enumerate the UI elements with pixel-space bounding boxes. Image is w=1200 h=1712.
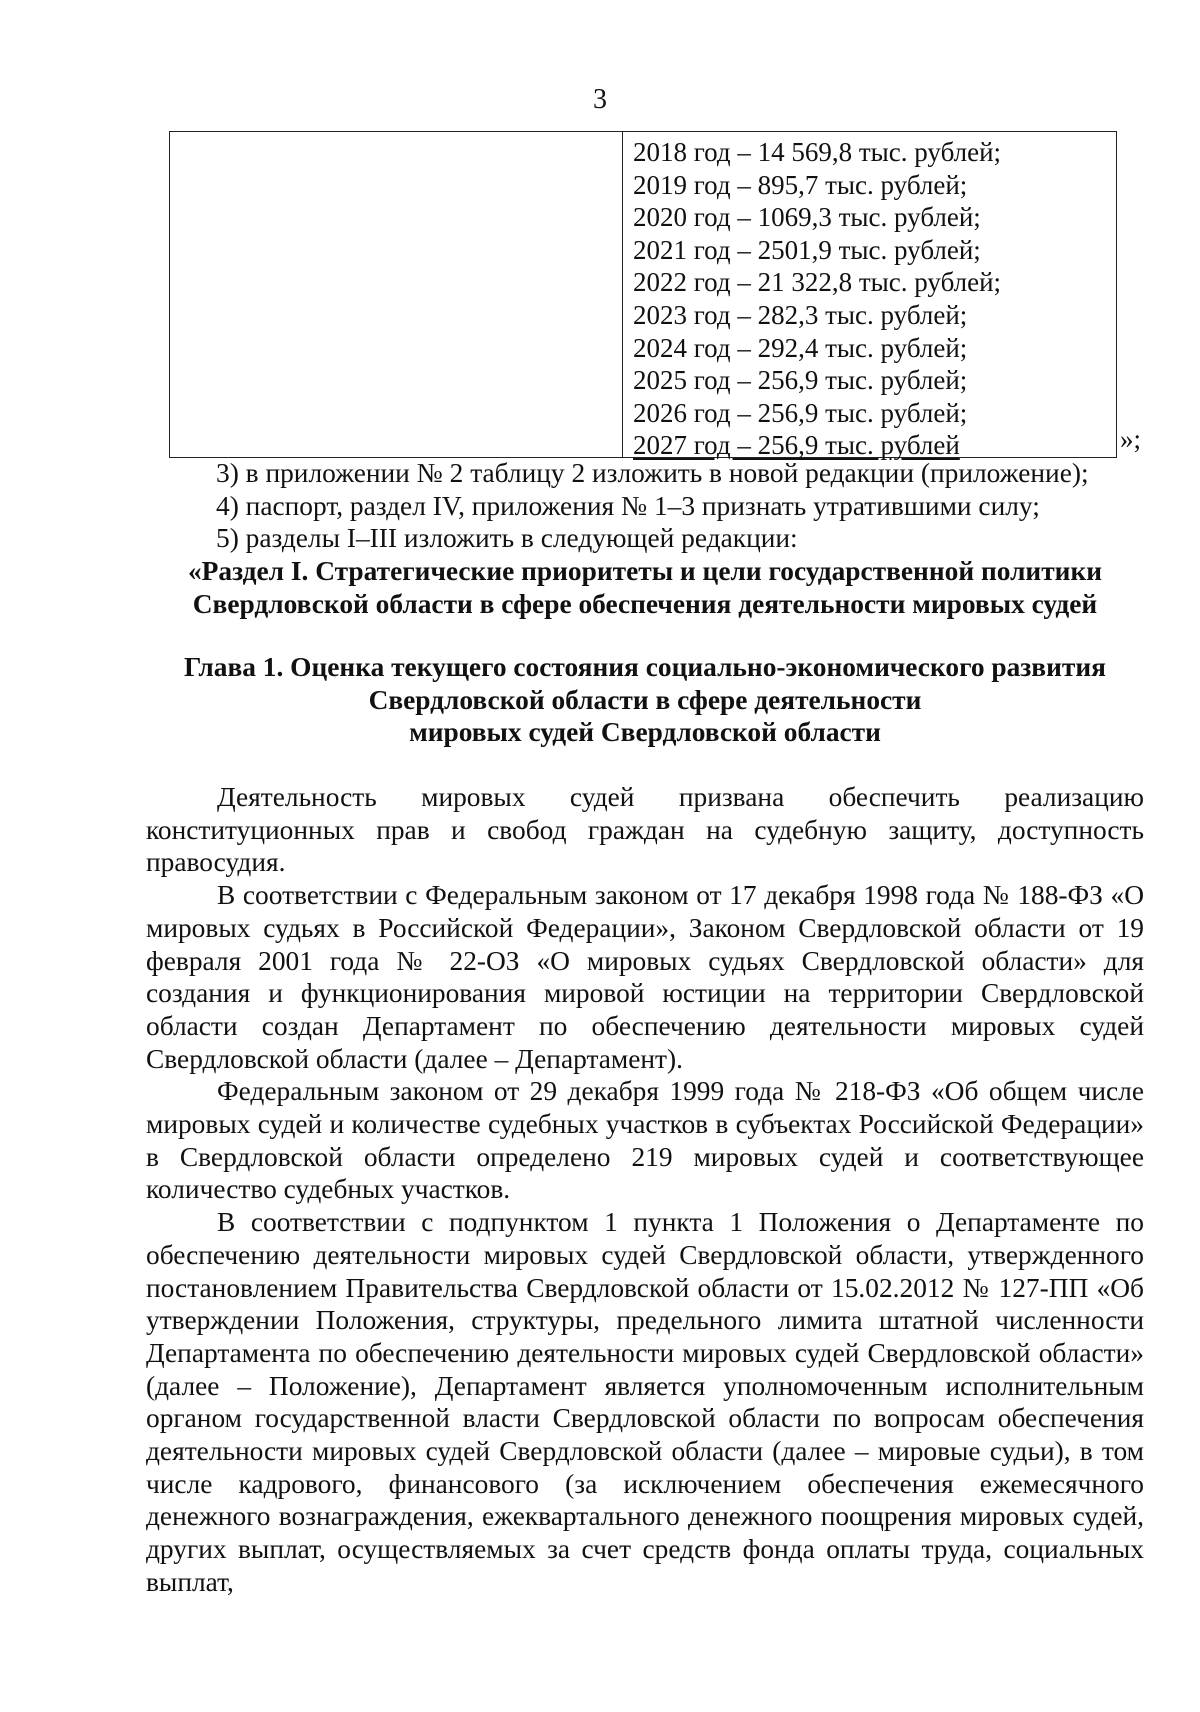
funding-table-right-cell bbox=[633, 136, 1116, 462]
chapter-title bbox=[146, 651, 1144, 749]
section-title-line: Свердловской области в сфере обеспечения деятельности мировых судей bbox=[192, 588, 1098, 619]
funding-line-2022: 2022 год – 21 322,8 тыс. рублей; bbox=[633, 267, 1002, 298]
amendment-item-3: 3) в приложении № 2 таблицу 2 изложить в новой редакции (приложение); bbox=[216, 458, 1089, 488]
chapter-title-line: мировых судей Свердловской области bbox=[409, 717, 881, 747]
funding-table bbox=[169, 131, 1117, 461]
funding-line-2027: 2027 год – 256,9 тыс. рублей bbox=[633, 430, 960, 461]
section-title bbox=[146, 555, 1144, 620]
body-text bbox=[146, 781, 1144, 1599]
paragraph: Федеральным законом от 29 декабря 1999 года № 218-ФЗ «Об общем числе мировых судей и количестве судебных участков в субъектах Российской Федерации» в Свердловской области определено 219 мировых судей и соответствующее количество судебных участков. bbox=[146, 1076, 1144, 1205]
funding-line-2025: 2025 год – 256,9 тыс. рублей; bbox=[633, 365, 968, 396]
page-number: 3 bbox=[593, 84, 607, 115]
table-closing-mark: »; bbox=[1120, 424, 1142, 454]
chapter-title-line: Глава 1. Оценка текущего состояния социально-экономического развития bbox=[184, 652, 1106, 682]
paragraph: В соответствии с Федеральным законом от 17 декабря 1998 года № 188-ФЗ «О мировых судьях в Российской Федерации», Законом Свердловской области от 19 февраля 2001 года № 22-ОЗ «О мировых судьях Свердловской области» для создания и функционирования мировой юстиции на территории Свердловской области создан Департамент по обеспечению деятельности мировых судей Свердловской области (далее – Департамент). bbox=[146, 880, 1144, 1074]
funding-line-2023: 2023 год – 282,3 тыс. рублей; bbox=[633, 299, 968, 330]
amendment-item-5: 5) разделы I–III изложить в следующей редакции: bbox=[216, 523, 798, 553]
section-title-line: «Раздел I. Стратегические приоритеты и цели государственной политики bbox=[187, 556, 1103, 586]
paragraph: В соответствии с подпунктом 1 пункта 1 Положения о Департаменте по обеспечению деятельности мировых судей Свердловской области, утвержденного постановлением Правительства Свердловской области от 15.02.2012 № 127-ПП «Об утверждении Положения, структуры, предельного лимита штатной численности Департамента по обеспечению деятельности мировых судей Свердловской области» (далее – Положение), Департамент является уполномоченным исполнительным органом государственной власти Свердловской области по вопросам обеспечения деятельности мировых судей Свердловской области (далее – мировые судьи), в том числе кадрового, финансового (за исключением обеспечения ежемесячного денежного вознаграждения, ежеквартального денежного поощрения мировых судей, других выплат, осуществляемых за счет средств фонда оплаты труда, социальных выплат, bbox=[146, 1207, 1144, 1597]
paragraph: Деятельность мировых судей призвана обеспечить реализацию конституционных прав и свобод граждан на судебную защиту, доступность правосудия. bbox=[146, 782, 1144, 878]
amendment-item-4: 4) паспорт, раздел IV, приложения № 1–3 признать утратившими силу; bbox=[216, 490, 1040, 521]
chapter-title-line: Свердловской области в сфере деятельности bbox=[368, 684, 922, 715]
funding-line-2020: 2020 год – 1069,3 тыс. рублей; bbox=[633, 202, 981, 233]
funding-line-2024: 2024 год – 292,4 тыс. рублей; bbox=[633, 332, 968, 363]
amendment-items bbox=[146, 457, 1144, 555]
funding-line-2026: 2026 год – 256,9 тыс. рублей; bbox=[633, 397, 968, 428]
funding-line-2021: 2021 год – 2501,9 тыс. рублей; bbox=[633, 234, 981, 265]
funding-line-2018: 2018 год – 14 569,8 тыс. рублей; bbox=[633, 137, 1002, 167]
funding-table-left-cell bbox=[170, 132, 623, 457]
funding-line-2019: 2019 год – 895,7 тыс. рублей; bbox=[633, 169, 968, 200]
